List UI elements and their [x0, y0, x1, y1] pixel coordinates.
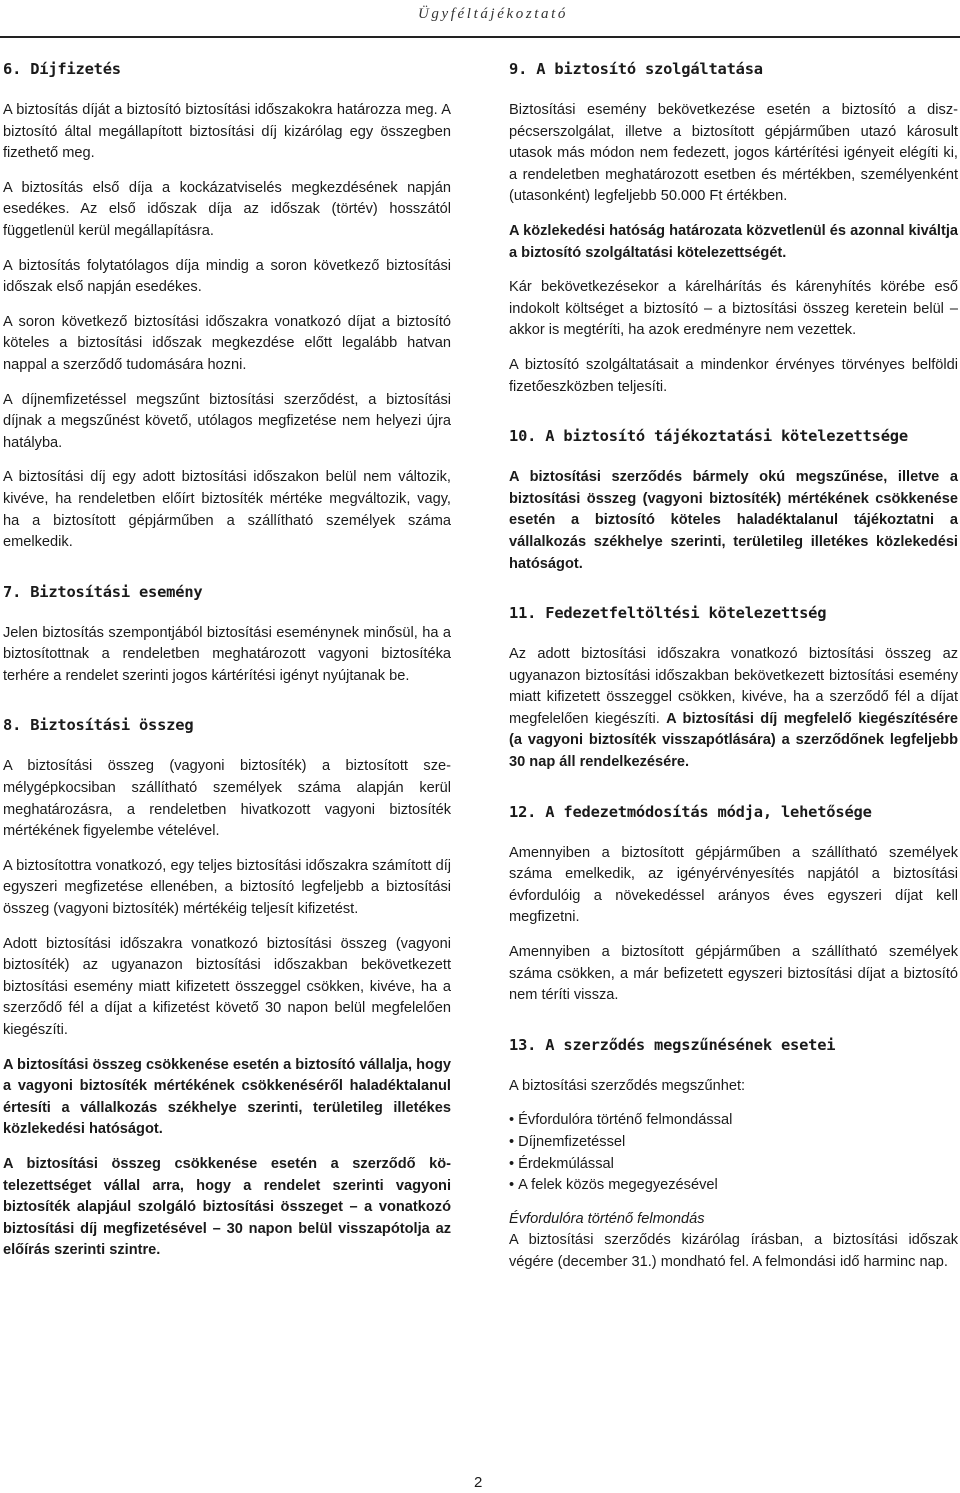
list-item: • Díjnemfizetéssel [509, 1132, 958, 1154]
section-10-title: 10. A biztosító tájékoztatási kötelezettsége [509, 427, 908, 446]
section-9-paragraph-2: A közlekedési hatóság határozata közvetlenül és azonnal kiváltja a biztosító szolgáltatási kötelezettségét. [509, 222, 958, 261]
section-8-paragraph-1: A biztosítási összeg (vagyoni biztosíték) a biztosított személygépkocsiban szállítható személyek száma alapján kerül meghatározásra, a rendeletben hivatkozott vagyoni biztosíték mértékének figyelembe vételével. [3, 758, 451, 840]
section-6-paragraph-4: A soron következő biztosítási időszakra vonatkozó díjat a biztosító köteles a biztosítási időszak megkezdése előtt legalább hatvan nappal a szerződő tudomására hozni. [3, 313, 451, 373]
list-item: • Évfordulóra történő felmondással [509, 1110, 958, 1132]
section-13-subtitle: Évfordulóra történő felmondás [509, 1210, 705, 1227]
section-6-paragraph-5: A díjnemfizetéssel megszűnt biztosítási szerződést, a biztosítási díjnak a megszűnést követő, utólagos megfizetése nem helyezi újra hatályba. [3, 391, 451, 451]
section-11-paragraph-1 [509, 644, 958, 774]
section-6-paragraph-1: A biztosítás díját a biztosító biztosítási időszakokra határozza meg. A biztosító által megállapított biztosítási díj kizárólag egy összegben fizethető meg. [3, 102, 451, 162]
section-6-paragraph-6: A biztosítási díj egy adott biztosítási időszakon belül nem változik, kivéve, ha rendeletben előírt biztosíték mértéke megváltozik, vagy, ha a biztosított gépjárműben a szállítható személyek száma emelkedik. [3, 469, 451, 551]
left-column [3, 58, 451, 1275]
list-item: • A felek közös megegyezésével [509, 1175, 958, 1197]
page-number: 2 [474, 1474, 483, 1491]
section-11-bold-text: A biztosítási díj megfelelő kiegészítésére (a vagyoni biztosíték visszapótlására) a szerződőnek legfeljebb 30 nap áll rendelkezésére. [509, 710, 958, 771]
section-8-paragraph-3: Adott biztosítási időszakra vonatkozó biztosítási összeg (vagyoni biztosíték) az ugyanazon biztosítási időszakban bekövetkezett biztosítási esemény miatt kifizetett összeggel csökken, kivéve, ha a szerződő fél a díjat a kifizetést követő 30 napon belül megfelelően kiegészíti. [3, 935, 451, 1038]
section-12-paragraph-2: Amennyiben a biztosított gépjárműben a szállítható személyek száma csökken, a már befizetett egyszeri biztosítási díjat a biztosító nem téríti vissza. [509, 944, 958, 1004]
section-9-paragraph-1: Biztosítási esemény bekövetkezése esetén a biztosító a diszpécserszolgálat, illetve a biztosított gépjárműben utazó károsult utasok más módon nem fedezett, jogos kártérítési igényeit elégíti ki, a rendeletben meghatározott esetben és mértékben, személyenként (utasonként) legfeljebb 50.000 Ft értékben. [509, 102, 958, 205]
section-6-paragraph-3: A biztosítás folytatólagos díja mindig a soron következő biztosítási időszak első napján esedékes. [3, 257, 451, 296]
section-8-paragraph-2: A biztosítottra vonatkozó, egy teljes biztosítási időszakra számított díj egyszeri megfizetése ellenében, a biztosító legfeljebb a biztosítási összeg (vagyoni biztosíték) mértékéig teljesít kifizetést. [3, 857, 451, 918]
running-header: Ügyféltájékoztató [417, 6, 568, 22]
section-11-text: Az adott biztosítási időszakra vonatkozó biztosítási összeg az ugyanazon biztosítási időszakban bekövetkezett biztosítási esemény miatt kifizetett összeggel csökken, kivéve, ha a szerződő fél a díjat megfelelően kiegészíti. [509, 646, 958, 727]
section-9-paragraph-3: Kár bekövetkezésekor a kárelhárítás és kárenyhítés körébe eső indokolt költséget a biztosító – a biztosítási összeg keretein belül – akkor is megtéríti, ha azok eredményre nem vezettek. [509, 279, 958, 339]
list-item: • Érdekmúlással [509, 1154, 958, 1176]
section-13-paragraph-2: A biztosítási szerződés kizárólag írásban, a biztosítási időszak végére (december 31.) mondható fel. A felmondási idő harminc nap. [509, 1232, 958, 1270]
header-divider [0, 36, 960, 38]
section-7-title: 7. Biztosítási esemény [3, 582, 203, 601]
section-10-paragraph-1: A biztosítási szerződés bármely okú megszűnése, illetve a biztosítási összeg (vagyoni biztosíték) mértékének csökkenése esetén a biztosító köteles haladéktalanul tájékoztatni a vállalkozás székhelye szerinti, területileg illetékes közlekedési hatóságot. [509, 469, 958, 572]
section-7-paragraph-1: Jelen biztosítás szempontjából biztosítási eseménynek minősül, ha a biztosítottnak a rendeletben meghatározott vagyoni biztosítéka terhére a rendelet szerinti jogos kártérítési igényt nyújtanak be. [3, 624, 451, 684]
section-6-paragraph-2: A biztosítás első díja a kockázatviselés megkezdésének napján esedékes. Az első időszak díja az időszak (törtév) hosszától függetlenül kerül megállapításra. [3, 179, 451, 239]
section-12-paragraph-1: Amennyiben a biztosított gépjárműben a szállítható személyek száma emelkedik, az igényérvényesítés napjától a biztosítási évfordulóig a növekedéssel arányos éves egyszeri díjat kell megfizetni. [509, 844, 958, 926]
section-13-paragraph-1: A biztosítási szerződés megszűnhet: [509, 1077, 746, 1094]
section-6-title: 6. Díjfizetés [3, 60, 121, 78]
section-9-title: 9. A biztosító szolgáltatása [509, 60, 763, 78]
section-9-paragraph-4: A biztosító szolgáltatásait a mindenkor érvényes törvényes belföldi fizetőeszközben teljesíti. [509, 356, 958, 395]
section-13-title: 13. A szerződés megszűnésének esetei [509, 1035, 836, 1054]
section-8-title: 8. Biztosítási összeg [3, 716, 194, 735]
section-8-paragraph-5: A biztosítási összeg csökkenése esetén a szerződő kötelezettséget vállal arra, hogy a rendelet szerinti vagyoni biztosíték alapjául szolgáló biztosítási összeget – a vonatkozó biztosítási díj megfizetésével – 30 napon belül visszapótolja az előírás szerinti szintre. [3, 1155, 451, 1259]
termination-list [509, 1110, 958, 1196]
section-11-title: 11. Fedezetfeltöltési kötelezettség [509, 604, 827, 623]
section-12-title: 12. A fedezetmódosítás módja, lehetősége [509, 802, 872, 821]
right-column [509, 58, 958, 1287]
section-8-paragraph-4: A biztosítási összeg csökkenése esetén a biztosító vállalja, hogy a vagyoni biztosíték mértékének csökkenéséről haladéktalanul értesíti a vállalkozás székhelye szerinti, területileg illetékes közlekedési hatóságot. [3, 1056, 451, 1138]
